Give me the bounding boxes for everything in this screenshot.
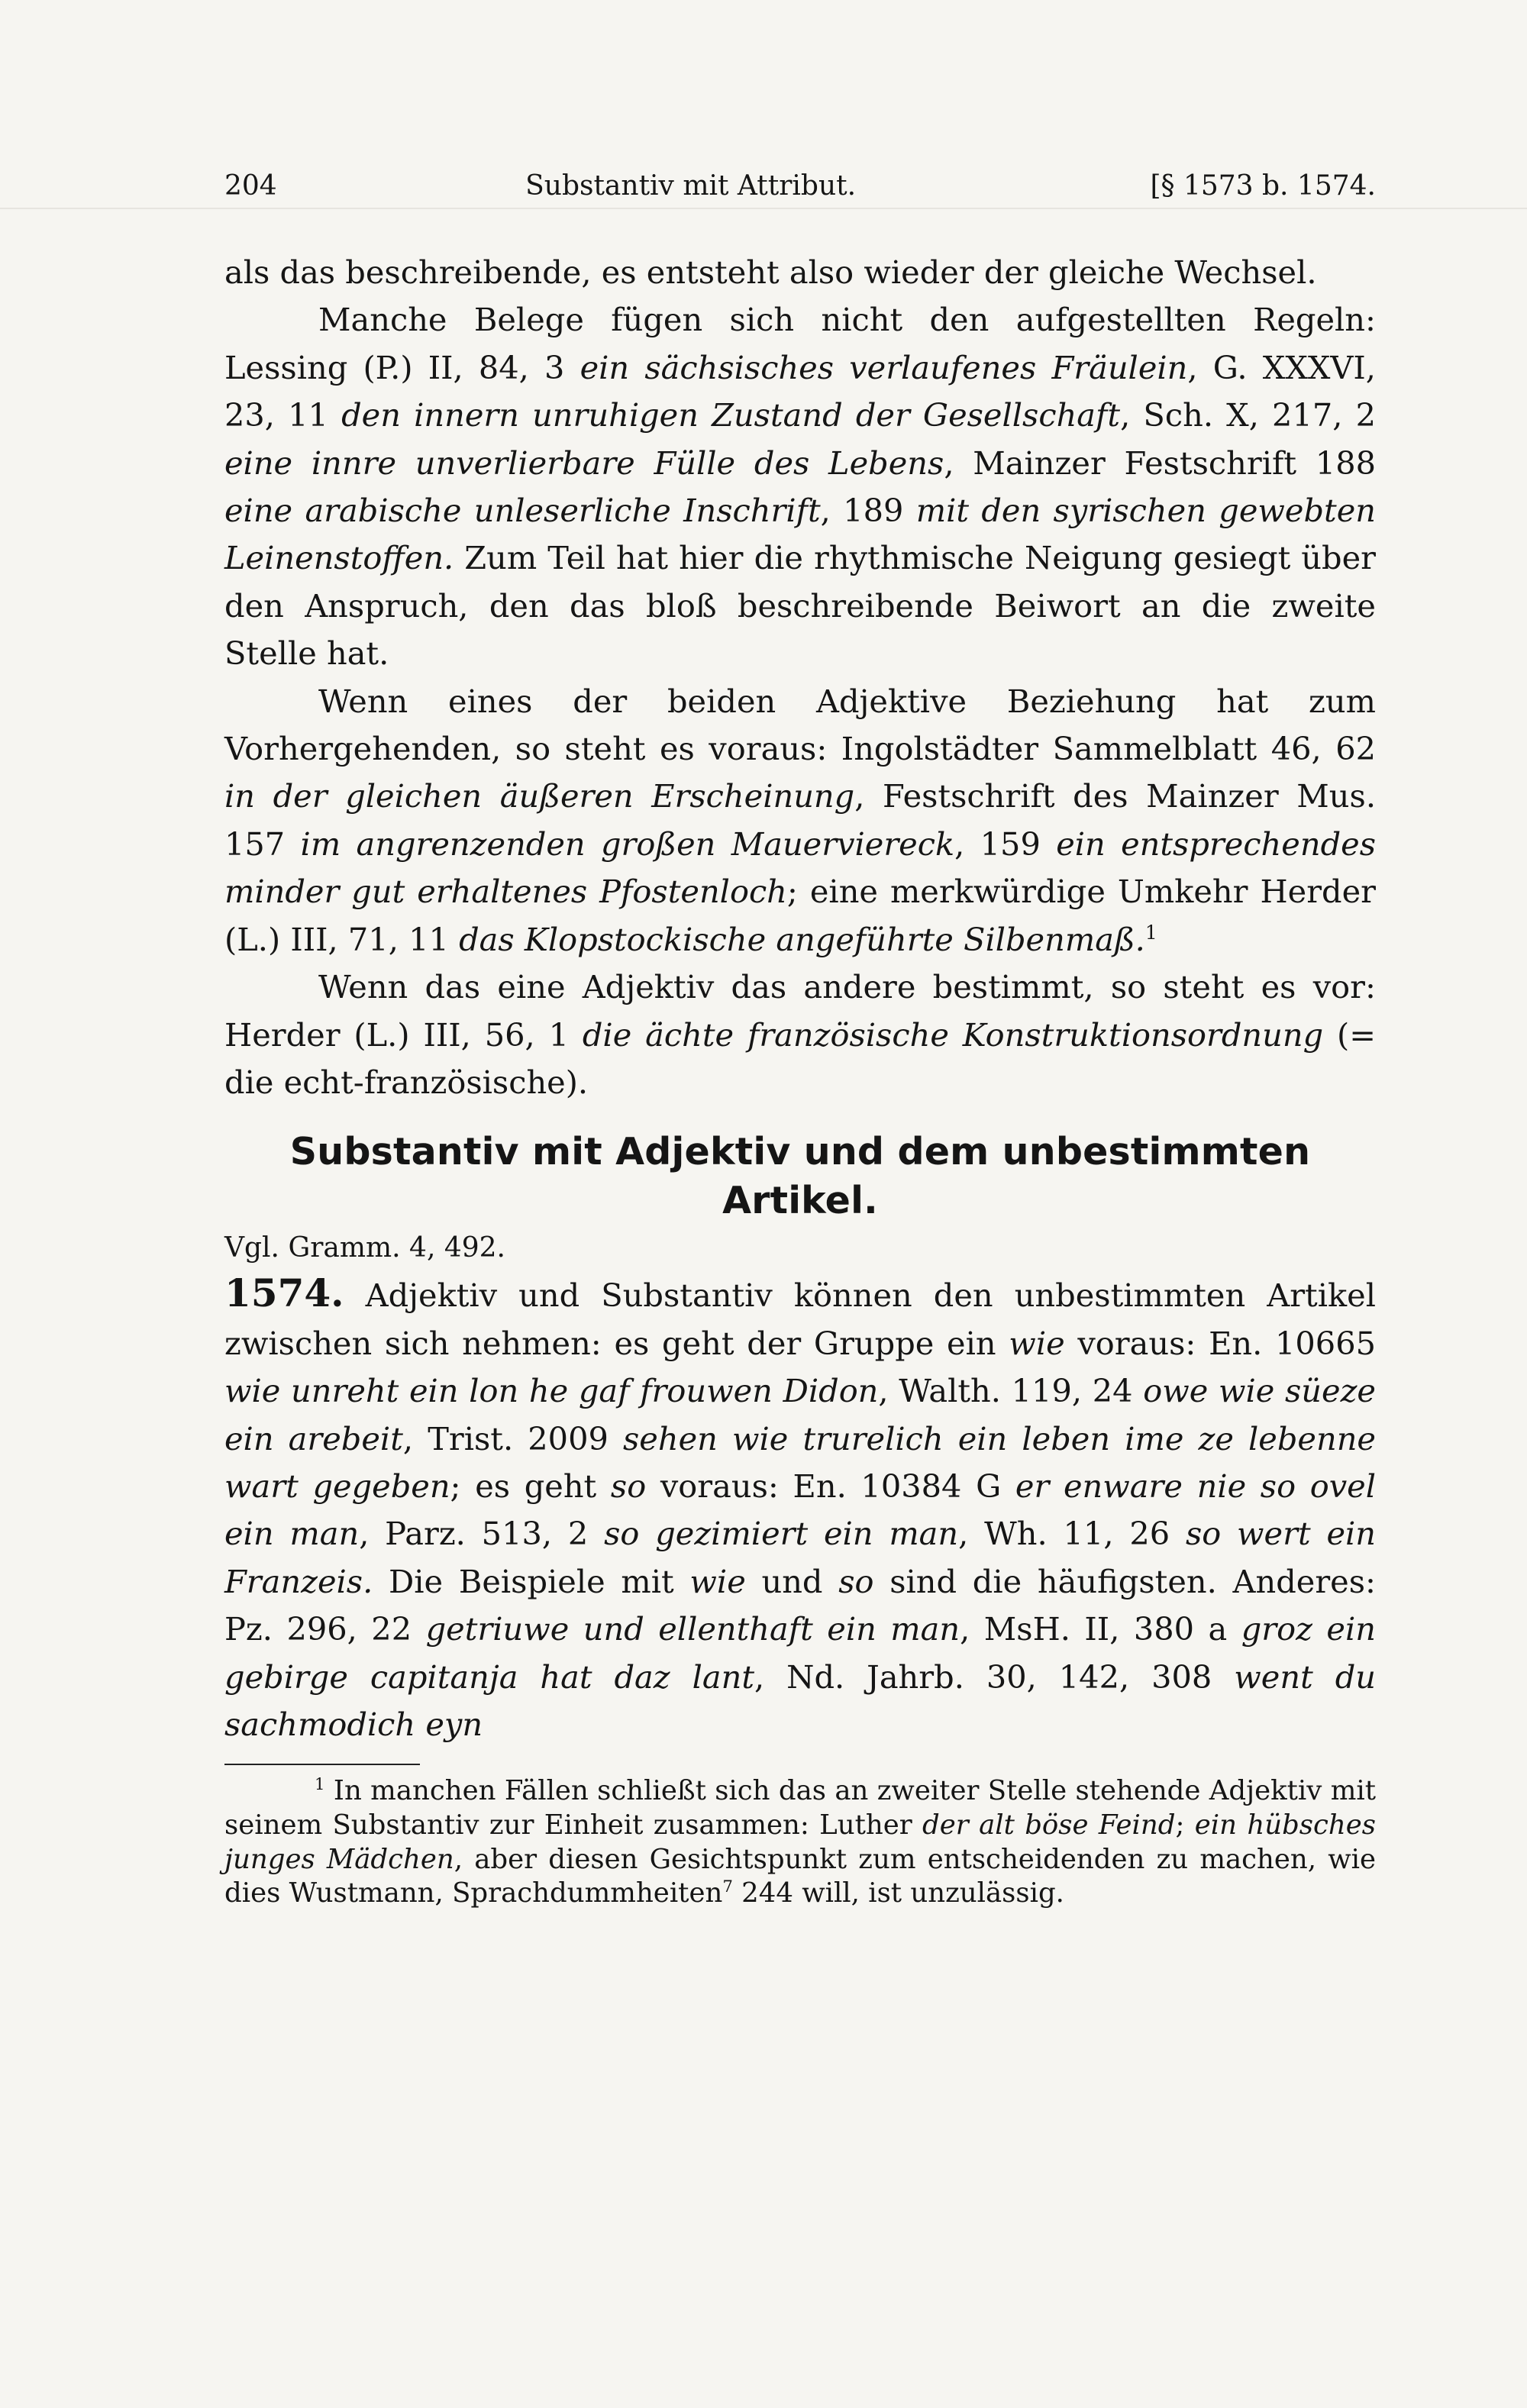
paragraph-1574: 1574. Adjektiv und Substantiv können den unbestimmten Artikel zwischen sich nehmen: es geht der Gruppe ein wie voraus: En. 10665 wie unreht ein lon he gaf frouwen Didon, Walth. 119, 24 owe wie süeze ein arebeit, Trist. 2009 sehen wie trurelich ein leben ime ze lebenne wart gegeben; es geht so voraus: En. 10384 G er enware nie so ovel ein man, Parz. 513, 2 so gezimiert ein man, Wh. 11, 26 so wert ein Franzeis. Die Beispiele mit wie und so sind die häufigsten. Anderes: Pz. 296, 22 getriuwe und ellenthaft ein man, MsH. II, 380 a groz ein gebirge capitanja hat daz lant, Nd. Jahrb. 30, 142, 308 went du sachmodich eyn (224, 1270, 1377, 1743)
footnote-rule (224, 1764, 420, 1765)
body-text (224, 249, 1376, 1748)
running-title: Substantiv mit Attribut. (525, 170, 857, 202)
paragraph-determining-adjective: Wenn das eine Adjektiv das andere bestimmt, so steht es vor: Herder (L.) III, 56, 1 die ächte französische Konstruktionsordnung (= die echt-französische). (224, 968, 1376, 1101)
footnote: $^1$ In manchen Fällen schließt sich das an zweiter Stelle stehende Adjektiv mit seinem Substantiv zur Einheit zusammen: Luther der alt böse Feind; ein hübsches junges Mädchen, aber diesen Gesichtspunkt zum entscheidenden zu machen, wie dies Wustmann, Sprachdummheiten$^7$ 244 will, ist unzulässig. (224, 1775, 1377, 1909)
section-heading: Substantiv mit Adjektiv und dem unbestimmten Artikel. (289, 1130, 1311, 1223)
paragraph-continuation: als das beschreibende, es entsteht also wieder der gleiche Wechsel. (224, 253, 1317, 291)
text-column (224, 169, 1376, 1911)
running-header (224, 169, 1376, 203)
paragraph-exceptions: Manche Belege fügen sich nicht den aufgestellten Regeln: Lessing (P.) II, 84, 3 ein sächsisches verlaufenes Fräulein, G. XXXVI, 23, 11 den innern unruhigen Zustand der Gesellschaft, Sch. X, 217, 2 eine innre unverlierbare Fülle des Lebens, Mainzer Festschrift 188 eine arabische unleserliche Inschrift, 189 mit den syrischen gewebten Leinenstoffen. Zum Teil hat hier die rhythmische Neigung gesiegt über den Anspruch, den das bloß beschreibende Beiwort an die zweite Stelle hat. (224, 301, 1377, 673)
paragraph-preceding-reference: Wenn eines der beiden Adjektive Beziehung hat zum Vorhergehenden, so steht es voraus: Ingolstädter Sammelblatt 46, 62 in der gleichen äußeren Erscheinung, Festschrift des Mainzer Mus. 157 im angrenzenden großen Mauerviereck, 159 ein entsprechendes minder gut erhaltenes Pfostenloch; eine merkwürdige Umkehr Herder (L.) III, 71, 11 das Klopstockische angeführte Silbenmaß.$^1$ (224, 682, 1377, 958)
page-number: 204 (224, 170, 277, 202)
section-cross-reference: Vgl. Gramm. 4, 492. (224, 1232, 505, 1264)
section-reference: [§ 1573 b. 1574. (1150, 170, 1376, 202)
footnote-number: 1 (315, 1775, 325, 1795)
footnote-ref: 1 (1144, 921, 1157, 944)
paragraph-number: 1574. (224, 1270, 344, 1316)
